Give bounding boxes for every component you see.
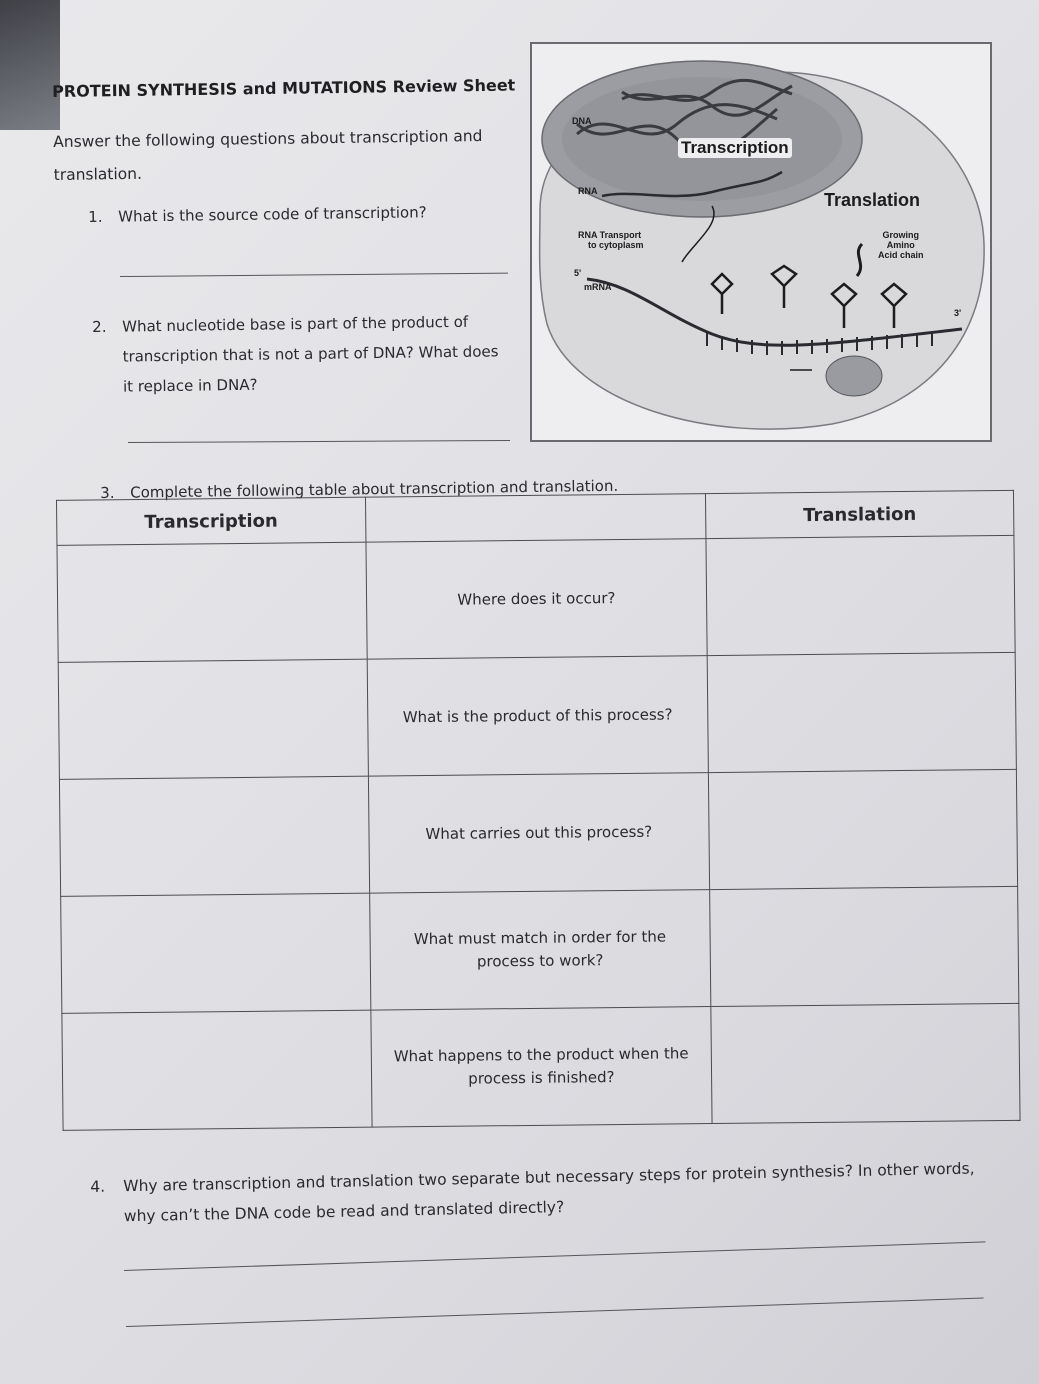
question-4-line1: Why are transcription and translation two separate but necessary steps for protein synthesis? In other words, <box>123 1159 975 1196</box>
header-transcription: Transcription <box>57 497 366 545</box>
question-3-text: Complete the following table about transcription and translation. <box>130 476 619 502</box>
table-row <box>59 769 1017 896</box>
question-cell-1: Where does it occur? <box>366 539 708 660</box>
intro-text: Answer the following questions about transcription and translation. <box>53 127 483 184</box>
question-4-line2: why can’t the DNA code be read and translated directly? <box>123 1198 565 1226</box>
question-2-text: What nucleotide base is part of the product of transcription that is not a part of DNA? What does it replace in DNA? <box>122 312 499 396</box>
question-1 <box>88 196 518 232</box>
question-2 <box>92 306 513 402</box>
question-1-number: 1. <box>88 207 103 226</box>
transcription-label: Transcription <box>678 138 792 158</box>
three-prime-label: 3' <box>954 308 962 318</box>
question-2-number: 2. <box>92 317 107 336</box>
question-cell-4: What must match in order for the process to work? <box>369 890 711 1011</box>
comparison-table <box>56 490 1021 1131</box>
question-4-number: 4. <box>90 1177 106 1196</box>
transcription-answer-cell-1[interactable] <box>57 542 367 662</box>
rna-label: RNA <box>578 186 598 196</box>
five-prime-label: 5' <box>574 268 582 278</box>
translation-answer-cell-2[interactable] <box>707 652 1016 772</box>
rna-transport-label: RNA Transport to cytoplasm <box>578 230 644 250</box>
translation-answer-cell-5[interactable] <box>711 1003 1020 1123</box>
transcription-answer-cell-4[interactable] <box>61 893 371 1013</box>
question-cell-2: What is the product of this process? <box>367 656 709 777</box>
dna-label: DNA <box>572 116 592 126</box>
question-3-number: 3. <box>100 483 115 502</box>
question-1-text: What is the source code of transcription? <box>118 203 427 226</box>
table-row <box>58 652 1016 779</box>
mrna-label: mRNA <box>584 282 612 292</box>
page-title: PROTEIN SYNTHESIS and MUTATIONS Review Sheet <box>52 75 516 101</box>
growing-chain-label: Growing Amino Acid chain <box>878 230 924 260</box>
transcription-answer-cell-3[interactable] <box>59 776 369 896</box>
transcription-answer-cell-2[interactable] <box>58 659 368 779</box>
table-row <box>61 886 1019 1013</box>
question-cell-3: What carries out this process? <box>368 773 710 894</box>
transcription-answer-cell-5[interactable] <box>62 1010 372 1130</box>
ribosome <box>826 356 882 396</box>
translation-answer-cell-4[interactable] <box>710 886 1019 1006</box>
question-cell-5: What happens to the product when the process is finished? <box>371 1007 713 1128</box>
header-translation: Translation <box>705 490 1013 538</box>
translation-answer-cell-3[interactable] <box>708 769 1017 889</box>
comparison-table-wrap <box>46 490 1021 1140</box>
translation-answer-cell-1[interactable] <box>706 535 1015 655</box>
protein-synthesis-diagram <box>530 42 992 442</box>
background-corner <box>0 0 60 130</box>
translation-label: Translation <box>824 190 921 210</box>
table-row <box>62 1003 1020 1130</box>
table-row <box>57 535 1015 662</box>
header-blank <box>365 494 706 543</box>
